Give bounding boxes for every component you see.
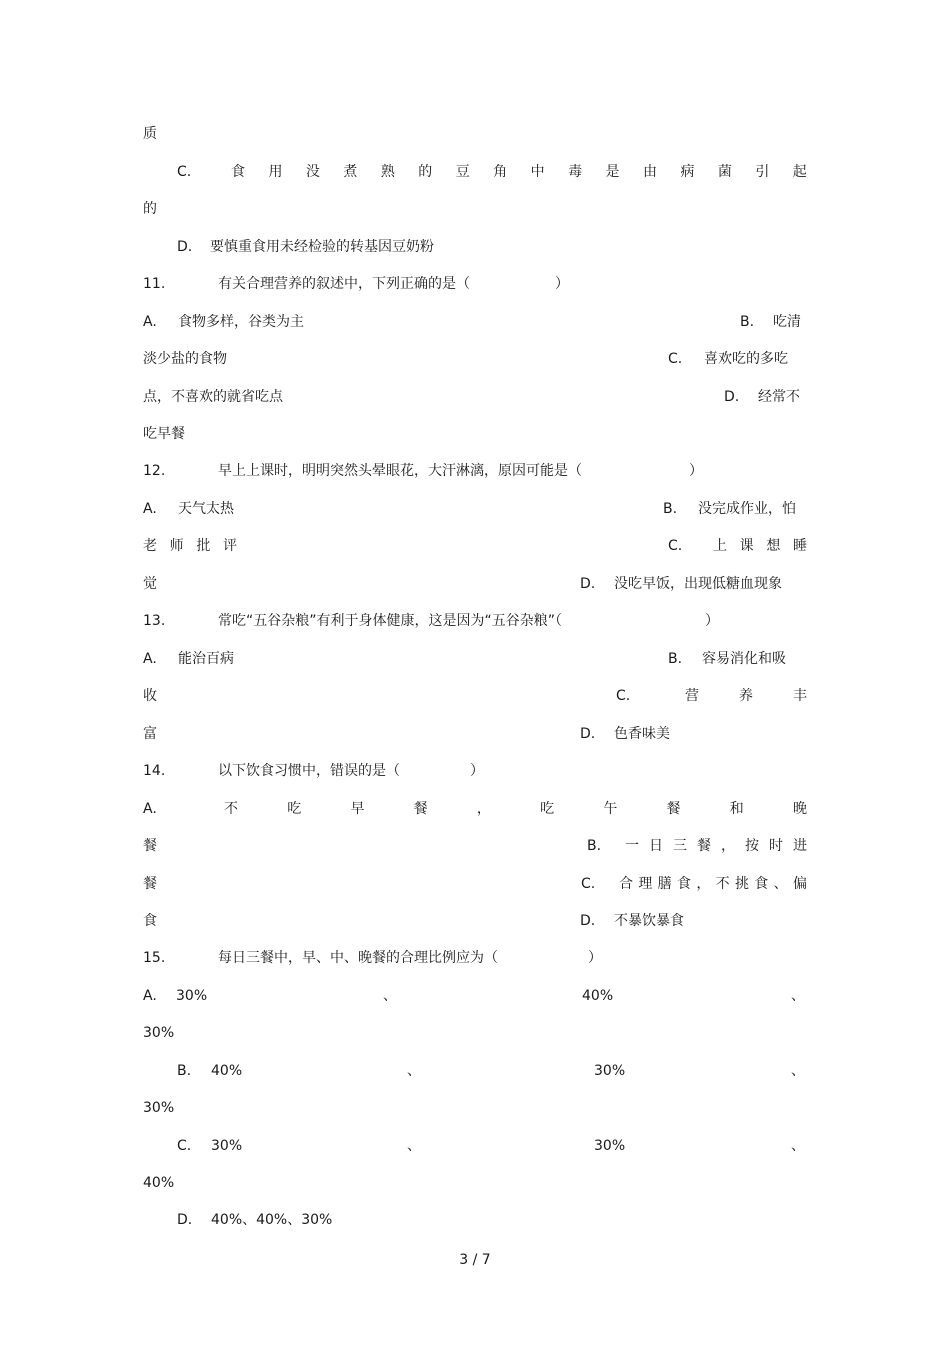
q10-c-char: 菌	[717, 164, 732, 180]
q11-stem	[143, 272, 807, 296]
q14-b-char: 餐	[697, 838, 711, 854]
q12-b-tail-char: 批	[196, 538, 211, 554]
q11-options-cd	[143, 385, 807, 409]
q14-b-char: 进	[793, 838, 807, 854]
q12-c-text	[713, 534, 807, 558]
q14-options-bc	[143, 872, 807, 896]
q12-b-tail-char: 评	[222, 538, 237, 554]
q14-a-char: 餐	[666, 801, 681, 817]
q13-c-char: 养	[739, 688, 753, 704]
q14-b-char: 三	[673, 838, 687, 854]
q14-a-char: 餐	[413, 801, 428, 817]
q15-a-value-2: 40%	[582, 988, 614, 1004]
q11-b-label: B.	[740, 314, 755, 330]
q11-d-text: 经常不	[758, 389, 800, 405]
q12-stem	[143, 459, 807, 483]
q12-close-paren: ）	[689, 463, 703, 479]
q13-c-char: 丰	[793, 688, 807, 704]
q15-c-value-2: 30%	[594, 1138, 626, 1154]
q13-b-tail: 收	[143, 688, 157, 704]
q10-d-text: 要慎重食用未经检验的转基因豆奶粉	[210, 239, 434, 255]
q13-b-text: 容易消化和吸	[702, 651, 786, 667]
q14-c-char: 挑	[734, 876, 749, 892]
q15-a-separator-1: 、	[383, 988, 397, 1004]
q14-number: 14.	[143, 763, 166, 779]
q14-a-char: 不	[224, 801, 238, 817]
q12-a-label: A.	[143, 501, 157, 517]
q15-c-separator-1: 、	[407, 1138, 421, 1154]
q15-b-value-2: 30%	[594, 1063, 626, 1079]
q14-a-char: 早	[350, 801, 365, 817]
q13-options-cd	[143, 722, 807, 746]
q15-c-label: C.	[177, 1138, 192, 1154]
q12-stem-text: 早上上课时，明明突然头晕眼花，大汗淋漓，原因可能是（	[218, 463, 582, 479]
q14-a-char: 和	[729, 801, 744, 817]
q15-c-value-1: 30%	[211, 1138, 243, 1154]
q10-b-tail-line	[143, 122, 807, 146]
q14-b-char: 日	[649, 838, 663, 854]
q12-b-tail-char: 老	[143, 538, 157, 554]
q14-stem	[143, 759, 807, 783]
q14-options-ab	[143, 834, 807, 858]
q14-a-label: A.	[143, 801, 157, 817]
q15-a-label: A.	[143, 988, 157, 1004]
q13-a-label: A.	[143, 651, 157, 667]
q12-c-char: 上	[713, 538, 727, 554]
q14-c-char: ，	[696, 876, 711, 892]
q15-b-separator-1: 、	[407, 1063, 421, 1079]
q15-d-text: 40%、40%、30%	[211, 1212, 333, 1228]
q15-c-tail: 40%	[143, 1175, 175, 1191]
q12-a-text: 天气太热	[178, 501, 234, 517]
q10-c-char: 起	[792, 164, 807, 180]
q12-options-ab	[143, 497, 807, 521]
q12-d-label: D.	[580, 576, 596, 592]
q12-c-tail: 觉	[143, 576, 157, 592]
page-number: 3 / 7	[459, 1252, 491, 1268]
q15-option-d	[143, 1208, 807, 1232]
q11-c-label: C.	[668, 351, 683, 367]
q14-a-char: ，	[476, 801, 491, 817]
q15-option-b	[143, 1059, 807, 1083]
q13-c-text	[685, 684, 807, 708]
q13-stem	[143, 609, 807, 633]
q11-options-ab	[143, 310, 807, 334]
q14-c-label: C.	[581, 876, 596, 892]
q14-option-a	[143, 797, 807, 821]
q14-stem-text: 以下饮食习惯中，错误的是（	[218, 763, 400, 779]
q15-option-a	[143, 984, 807, 1008]
q15-a-tail: 30%	[143, 1025, 175, 1041]
q14-c-char: 、	[773, 876, 788, 892]
q11-a-label: A.	[143, 314, 157, 330]
q14-c-char: 食	[754, 876, 769, 892]
q10-c-char: 角	[493, 164, 508, 180]
q11-stem-text: 有关合理营养的叙述中，下列正确的是（	[218, 276, 470, 292]
q14-b-char: 按	[745, 838, 759, 854]
q15-option-c	[143, 1134, 807, 1158]
q14-close-paren: ）	[470, 763, 484, 779]
q14-c-char: 食	[676, 876, 691, 892]
q12-options-bc	[143, 534, 807, 558]
q11-a-text: 食物多样，谷类为主	[178, 314, 304, 330]
q15-d-label: D.	[177, 1212, 193, 1228]
q11-c-tail: 点，不喜欢的就省吃点	[143, 389, 283, 405]
q14-d-label: D.	[580, 913, 596, 929]
q14-a-text	[224, 797, 807, 821]
q14-b-char: 一	[625, 838, 639, 854]
q10-c-char: 引	[755, 164, 770, 180]
q10-c-char: 用	[268, 164, 283, 180]
q14-c-char: 合	[619, 876, 633, 892]
q13-c-label: C.	[616, 688, 631, 704]
q14-c-char: 不	[715, 876, 730, 892]
q10-c-char: 煮	[343, 164, 358, 180]
q15-number: 15.	[143, 950, 166, 966]
q15-b-tail: 30%	[143, 1100, 175, 1116]
q11-d-label: D.	[724, 389, 740, 405]
q12-c-label: C.	[668, 538, 683, 554]
q11-options-bc	[143, 347, 807, 371]
q15-c-separator-2: 、	[791, 1138, 805, 1154]
q12-c-char: 想	[766, 538, 781, 554]
q10-c-char: 病	[680, 164, 695, 180]
q15-a-value-1: 30%	[176, 988, 208, 1004]
q14-a-char: 吃	[287, 801, 302, 817]
q13-stem-text: 常吃“五谷杂粮”有利于身体健康，这是因为“五谷杂粮”（	[218, 613, 563, 629]
q12-d-text: 没吃早饭，出现低糖血现象	[614, 576, 782, 592]
q15-a-tail-line	[143, 1021, 807, 1045]
q10-c-char: 没	[305, 164, 320, 180]
q11-d-tail: 吃早餐	[143, 426, 185, 442]
q14-options-cd	[143, 909, 807, 933]
q14-b-label: B.	[587, 838, 602, 854]
q13-a-text: 能治百病	[178, 651, 234, 667]
q14-b-char: 时	[769, 838, 783, 854]
q10-c-char: 中	[530, 164, 545, 180]
q13-d-label: D.	[580, 726, 596, 742]
q15-c-tail-line	[143, 1171, 807, 1195]
q12-number: 12.	[143, 463, 166, 479]
q10-c-char: 由	[642, 164, 657, 180]
q11-d-tail-line	[143, 422, 807, 446]
q10-c-char: 是	[605, 164, 620, 180]
q10-c-char: 的	[418, 164, 433, 180]
q13-number: 13.	[143, 613, 166, 629]
q14-c-text	[619, 872, 807, 896]
q10-c-char: 食	[231, 164, 245, 180]
q12-b-text: 没完成作业，怕	[698, 501, 796, 517]
q14-c-tail: 食	[143, 913, 157, 929]
q11-b-text: 吃清	[773, 314, 801, 330]
q15-b-value-1: 40%	[211, 1063, 243, 1079]
q10-c-char: 熟	[380, 164, 395, 180]
q14-c-char: 膳	[657, 876, 672, 892]
q14-b-char: ，	[721, 838, 735, 854]
q10-c-label: C.	[177, 164, 192, 180]
q14-b-tail: 餐	[143, 876, 157, 892]
q10-option-c	[143, 160, 807, 184]
q12-c-char: 课	[739, 538, 754, 554]
q10-c-char: 毒	[568, 164, 583, 180]
q13-c-tail: 富	[143, 726, 157, 742]
q14-d-text: 不暴饮暴食	[614, 913, 684, 929]
q15-close-paren: ）	[588, 950, 602, 966]
q13-options-bc	[143, 684, 807, 708]
q13-b-label: B.	[668, 651, 683, 667]
q10-b-tail: 质	[143, 126, 157, 142]
q12-options-cd	[143, 572, 807, 596]
q15-stem-text: 每日三餐中，早、中、晚餐的合理比例应为（	[218, 950, 498, 966]
q13-options-ab	[143, 647, 807, 671]
q10-c-char: 豆	[455, 164, 470, 180]
q10-option-d	[143, 235, 807, 259]
q10-c-tail-line	[143, 197, 807, 221]
q14-c-char: 理	[638, 876, 653, 892]
q15-b-tail-line	[143, 1096, 807, 1120]
q11-number: 11.	[143, 276, 166, 292]
q11-b-tail: 淡少盐的食物	[143, 351, 227, 367]
q12-b-label: B.	[663, 501, 678, 517]
q10-d-label: D.	[177, 239, 193, 255]
q14-b-text	[625, 834, 807, 858]
q14-a-char: 午	[603, 801, 618, 817]
q11-c-text: 喜欢吃的多吃	[704, 351, 788, 367]
q11-close-paren: ）	[555, 276, 569, 292]
q15-b-separator-2: 、	[791, 1063, 805, 1079]
q13-d-text: 色香味美	[614, 726, 670, 742]
q12-b-tail	[143, 534, 237, 558]
q12-b-tail-char: 师	[169, 538, 184, 554]
q10-c-tail: 的	[143, 201, 157, 217]
q15-a-separator-2: 、	[791, 988, 805, 1004]
q12-c-char: 睡	[792, 538, 807, 554]
q15-stem	[143, 946, 807, 970]
q14-a-char: 吃	[540, 801, 555, 817]
q13-c-char: 营	[685, 688, 699, 704]
q15-b-label: B.	[177, 1063, 192, 1079]
q10-c-text	[231, 160, 807, 184]
q14-c-char: 偏	[792, 876, 807, 892]
q13-close-paren: ）	[705, 613, 719, 629]
q14-a-tail: 餐	[143, 838, 157, 854]
q14-a-char: 晚	[792, 801, 807, 817]
